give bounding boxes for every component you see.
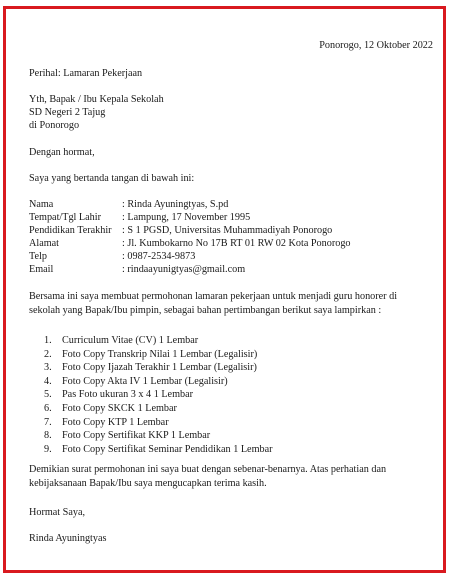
list-item bbox=[44, 416, 273, 430]
list-item bbox=[44, 334, 273, 348]
detail-value: : rindaayunigtyas@gmail.com bbox=[122, 264, 246, 275]
greeting: Dengan hormat, bbox=[29, 147, 95, 158]
detail-value: : Lampung, 17 November 1995 bbox=[122, 212, 251, 223]
detail-label: Telp bbox=[29, 251, 47, 262]
detail-label: Email bbox=[29, 264, 54, 275]
list-number: 7. bbox=[44, 416, 52, 428]
list-text: Curriculum Vitae (CV) 1 Lembar bbox=[62, 335, 199, 346]
letter-date: Ponorogo, 12 Oktober 2022 bbox=[319, 40, 433, 51]
list-number: 4. bbox=[44, 375, 52, 387]
list-text: Foto Copy Transkrip Nilai 1 Lembar (Legalisir) bbox=[62, 348, 258, 360]
list-number: 3. bbox=[44, 362, 52, 374]
detail-label: Nama bbox=[29, 199, 54, 210]
detail-value: : Jl. Kumbokarno No 17B RT 01 RW 02 Kota Ponorogo bbox=[122, 238, 351, 249]
signature-name: Rinda Ayuningtyas bbox=[29, 533, 107, 544]
list-item bbox=[44, 375, 273, 389]
list-text: Pas Foto ukuran 3 x 4 1 Lembar bbox=[62, 389, 194, 401]
list-text: Foto Copy KTP 1 Lembar bbox=[62, 416, 169, 428]
list-number: 2. bbox=[44, 348, 52, 360]
recipient-line-3: di Ponorogo bbox=[29, 120, 80, 131]
recipient-line-1: Yth, Bapak / Ibu Kepala Sekolah bbox=[29, 94, 164, 105]
detail-value: : Rinda Ayuningtyas, S.pd bbox=[122, 199, 229, 210]
detail-row-birth bbox=[29, 211, 250, 224]
list-item bbox=[44, 402, 273, 416]
detail-value: : 0987-2534-9873 bbox=[122, 251, 196, 262]
detail-label: Pendidikan Terakhir bbox=[29, 225, 112, 236]
detail-label: Alamat bbox=[29, 238, 59, 249]
letter-frame bbox=[3, 6, 446, 573]
list-number: 6. bbox=[44, 402, 52, 414]
detail-value: : S 1 PGSD, Universitas Muhammadiyah Ponorogo bbox=[122, 225, 333, 236]
list-number: 9. bbox=[44, 443, 52, 455]
intro-text: Saya yang bertanda tangan di bawah ini: bbox=[29, 173, 195, 184]
list-text: Foto Copy Ijazah Terakhir 1 Lembar (Legalisir) bbox=[62, 362, 257, 374]
list-text: Foto Copy SKCK 1 Lembar bbox=[62, 402, 177, 414]
list-item bbox=[44, 348, 273, 362]
list-text: Foto Copy Akta IV 1 Lembar (Legalisir) bbox=[62, 375, 228, 387]
list-number: 1. bbox=[44, 335, 52, 346]
list-item bbox=[44, 388, 273, 402]
list-text: Foto Copy Sertifikat KKP 1 Lembar bbox=[62, 430, 211, 442]
body-paragraph: Bersama ini saya membuat permohonan lamaran pekerjaan untuk menjadi guru honorer di sekolah yang Bapak/Ibu pimpin, sebagai bahan pertimbangan berikut saya lampirkan : bbox=[29, 291, 398, 316]
letter-page bbox=[6, 9, 443, 570]
list-text: Foto Copy Sertifikat Seminar Pendidikan 1 Lembar bbox=[62, 443, 273, 455]
detail-row-phone bbox=[29, 250, 195, 263]
list-number: 5. bbox=[44, 389, 52, 401]
list-number: 8. bbox=[44, 430, 52, 442]
letter-subject: Perihal: Lamaran Pekerjaan bbox=[29, 68, 143, 79]
detail-row-name bbox=[29, 198, 228, 211]
signoff: Hormat Saya, bbox=[29, 507, 86, 518]
detail-row-address bbox=[29, 237, 351, 250]
recipient-line-2: SD Negeri 2 Tajug bbox=[29, 107, 106, 118]
list-item bbox=[44, 429, 273, 443]
detail-row-education bbox=[29, 224, 332, 237]
list-item bbox=[44, 443, 273, 457]
detail-label: Tempat/Tgl Lahir bbox=[29, 212, 101, 223]
attachment-list bbox=[44, 334, 273, 456]
closing-paragraph: Demikian surat permohonan ini saya buat dengan sebenar-benarnya. Atas perhatian dan kebijaksanaan Bapak/Ibu saya mengucapkan terima kasih. bbox=[29, 464, 387, 489]
detail-row-email bbox=[29, 263, 245, 276]
list-item bbox=[44, 361, 273, 375]
